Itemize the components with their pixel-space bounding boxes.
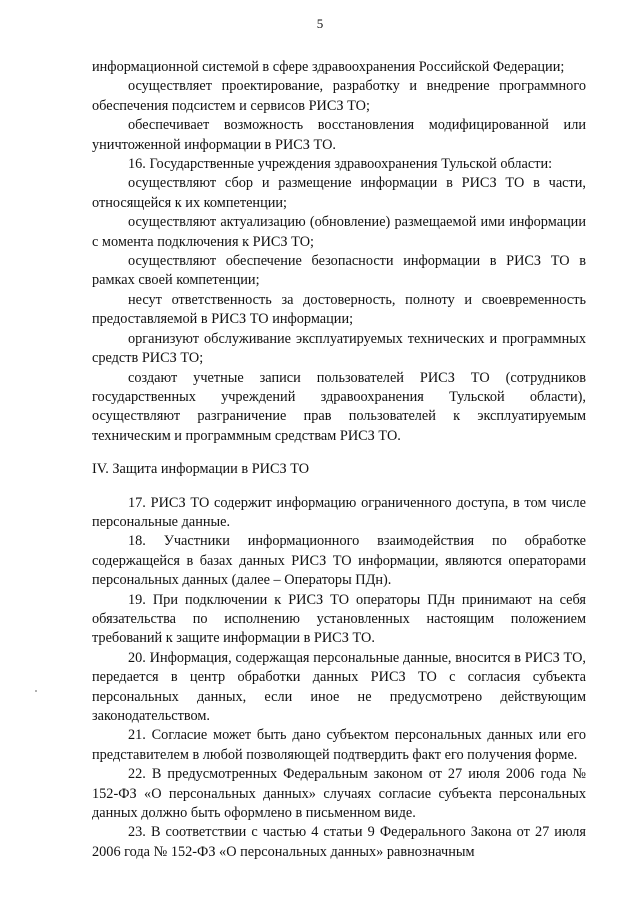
scan-mark (35, 690, 37, 692)
page-number: 5 (316, 16, 324, 31)
paragraph: 17. РИСЗ ТО содержит информацию ограниченного доступа, в том числе персональные данные. (92, 494, 586, 530)
paragraph: осуществляют сбор и размещение информации в РИСЗ ТО в части, относящейся к их компетенции; (92, 175, 586, 211)
paragraph: осуществляют обеспечение безопасности информации в РИСЗ ТО в рамках своей компетенции; (92, 253, 586, 289)
paragraph: 22. В предусмотренных Федеральным законом от 27 июля 2006 года № 152-ФЗ «О персональных данных» случаях согласие субъекта персональных данных должно быть оформлено в письменном виде. (92, 766, 586, 822)
paragraph: обеспечивает возможность восстановления модифицированной или уничтоженной информации в РИСЗ ТО. (92, 117, 586, 153)
section-heading: IV. Защита информации в РИСЗ ТО (92, 461, 310, 478)
paragraph: создают учетные записи пользователей РИСЗ ТО (сотрудников государственных учреждений здравоохранения Тульской области), осуществляют разграничение прав пользователей к эксплуатируемым техническим и программным средствам РИСЗ ТО. (92, 369, 586, 444)
paragraph: 23. В соответствии с частью 4 статьи 9 Федерального Закона от 27 июля 2006 года № 152-ФЗ «О персональных данных» равнозначным (92, 824, 586, 860)
paragraph: 20. Информация, содержащая персональные данные, вносится в РИСЗ ТО, передается в центр обработки данных РИСЗ ТО с согласия субъекта персональных данных, если иное не предусмотрено действующим законодательством. (92, 649, 586, 724)
paragraph: осуществляет проектирование, разработку и внедрение программного обеспечения подсистем и сервисов РИСЗ ТО; (92, 78, 586, 114)
paragraph: 21. Согласие может быть дано субъектом персональных данных или его представителем в любой позволяющей подтвердить факт его получения форме. (92, 727, 586, 763)
paragraph: организуют обслуживание эксплуатируемых технических и программных средств РИСЗ ТО; (92, 330, 586, 367)
paragraph: несут ответственность за достоверность, полноту и своевременность предоставляемой в РИСЗ ТО информации; (92, 291, 586, 328)
section-after-heading (92, 494, 586, 863)
paragraph: 19. При подключении к РИСЗ ТО операторы ПДн принимают на себя обязательства по исполнению установленных настоящим положением требований к защите информации в РИСЗ ТО. (92, 591, 586, 647)
paragraph: 18. Участники информационного взаимодействия по обработке содержащейся в базах данных РИСЗ ТО информации, являются операторами персональных данных (далее – Операторы ПДн). (92, 533, 586, 589)
document-body (92, 58, 586, 862)
section-before-heading (92, 58, 586, 446)
paragraph: информационной системой в сфере здравоохранения Российской Федерации; (92, 59, 565, 75)
paragraph: осуществляют актуализацию (обновление) размещаемой ими информации с момента подключения к РИСЗ ТО; (92, 214, 586, 250)
paragraph: 16. Государственные учреждения здравоохранения Тульской области: (128, 156, 553, 173)
